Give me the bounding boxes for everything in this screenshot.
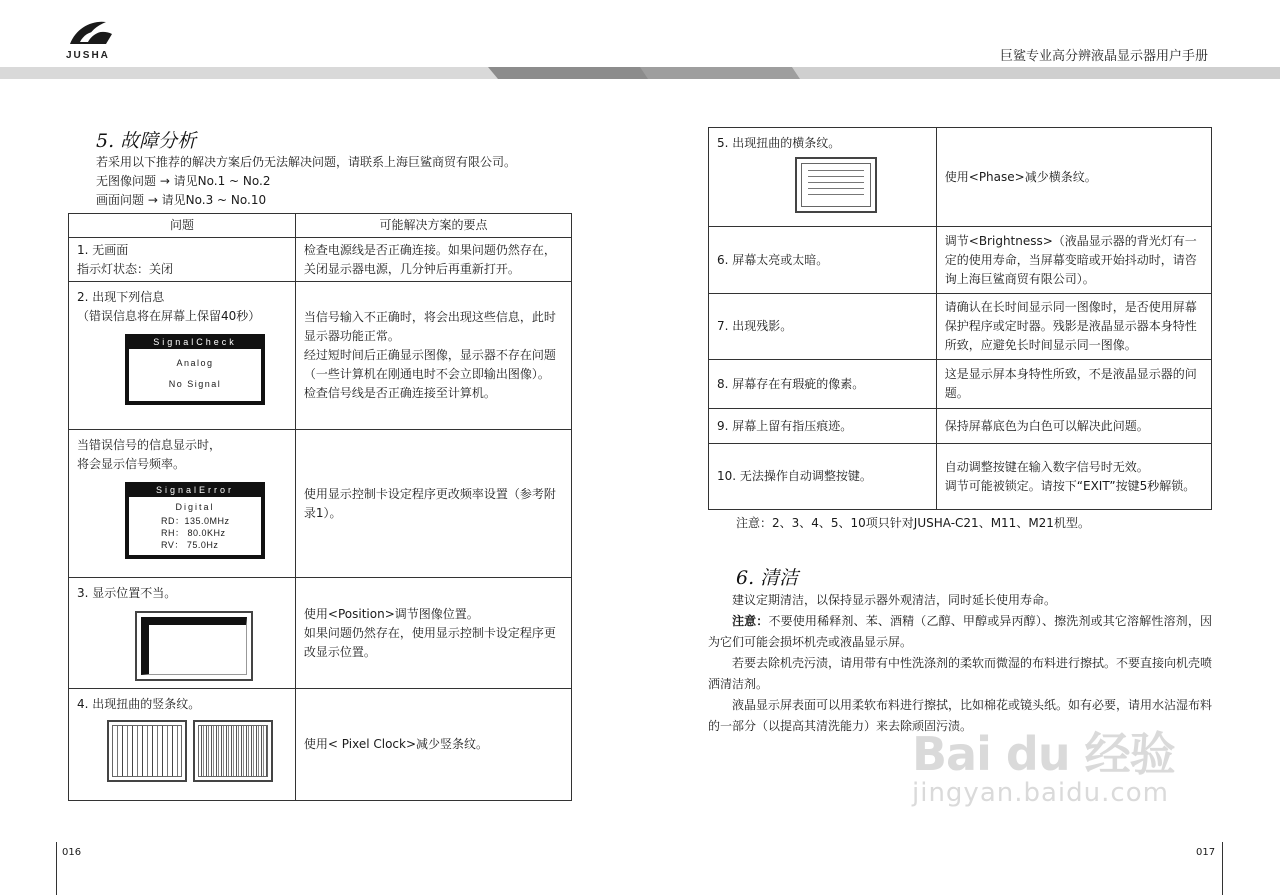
- page-number-right: 017: [1196, 847, 1216, 858]
- problem-text: 3. 显示位置不当。: [77, 586, 177, 600]
- logo-text: JUSHA: [66, 50, 110, 61]
- solution-cell: 检查电源线是否正确连接。如果问题仍然存在，关闭显示器电源，几分钟后再重新打开。: [295, 238, 571, 282]
- problem-cell: [69, 689, 296, 801]
- osd-line: Analog: [176, 358, 214, 368]
- cleaning-paragraph: 建议定期清洁，以保持显示器外观清洁，同时延长使用寿命。: [732, 593, 1057, 607]
- solution-cell: 当信号输入不正确时，将会出现这些信息，此时显示器功能正常。 经过短时间后正确显示图像，显示器不存在问题（一些计算机在刚通电时不会立即输出图像）。 检查信号线是否正确连接至计算机。: [295, 282, 571, 430]
- solution-cell: 调节<Brightness>（液晶显示器的背光灯有一定的使用寿命，当屏幕变暗或开始抖动时，请咨询上海巨鲨商贸有限公司）。: [936, 227, 1211, 294]
- osd-line: RV： 75.0Hz: [161, 540, 219, 550]
- problem-cell: 7. 出现残影。: [709, 294, 937, 360]
- model-note: 注意：2、3、4、5、10项只针对JUSHA-C21、M11、M21机型。: [736, 516, 1090, 530]
- osd-line: RD：135.0MHz: [161, 516, 230, 526]
- solution-cell: 使用<Position>调节图像位置。 如果问题仍然存在，使用显示控制卡设定程序更改显示位置。: [295, 578, 571, 689]
- vertical-stripes-monitor-icon: [107, 720, 187, 782]
- section6-title: 6. 清洁: [736, 567, 799, 589]
- problem-cell: [69, 282, 296, 430]
- header-problem: 问题: [69, 214, 296, 238]
- horizontal-stripes-monitor-icon: [795, 157, 877, 213]
- intro-line: 画面问题 → 请见No.3 ~ No.10: [96, 193, 267, 207]
- problem-cell: [69, 430, 296, 578]
- solution-cell: 这是显示屏本身特性所致，不是液晶显示器的问题。: [936, 360, 1211, 409]
- troubleshoot-table-left: [68, 213, 572, 801]
- problem-text: 当错误信号的信息显示时， 将会显示信号频率。: [77, 438, 222, 471]
- solution-cell: 自动调整按键在输入数字信号时无效。 调节可能被锁定。请按下“EXIT”按键5秒解锁。: [936, 444, 1211, 510]
- osd-title: SignalCheck: [129, 337, 261, 349]
- table-row: [709, 409, 1212, 444]
- problem-cell: 10. 无法操作自动调整按键。: [709, 444, 937, 510]
- section5-title: 5. 故障分析: [96, 130, 197, 152]
- solution-cell: 请确认在长时间显示同一图像时，是否使用屏幕保护程序或定时器。残影是液晶显示器本身特性所致，应避免长时间显示同一图像。: [936, 294, 1211, 360]
- table-row: [709, 444, 1212, 510]
- problem-cell: 6. 屏幕太亮或太暗。: [709, 227, 937, 294]
- caution-text: 不要使用稀释剂、苯、酒精（乙醇、甲醇或异丙醇）、擦洗剂或其它溶解性溶剂，因为它们可能会损坏机壳或液晶显示屏。: [708, 614, 1212, 649]
- problem-cell: [69, 578, 296, 689]
- footer-rule-left: [56, 842, 57, 895]
- table-row: [69, 578, 572, 689]
- jusha-logo: [66, 18, 136, 66]
- page-number-left: 016: [62, 847, 82, 858]
- table-row: [709, 128, 1212, 227]
- baidu-watermark: [912, 718, 1175, 808]
- intro-line: 无图像问题 → 请见No.1 ~ No.2: [96, 174, 271, 188]
- troubleshoot-table-right: [708, 127, 1212, 510]
- header-solution: 可能解决方案的要点: [295, 214, 571, 238]
- table-row: [709, 360, 1212, 409]
- header-band: [0, 67, 1280, 79]
- problem-cell: 9. 屏幕上留有指压痕迹。: [709, 409, 937, 444]
- distorted-stripes-monitor-icon: [193, 720, 273, 782]
- caution-label: 注意：: [732, 614, 769, 628]
- signal-check-osd: [125, 334, 265, 405]
- solution-cell: 使用<Phase>减少横条纹。: [936, 128, 1211, 227]
- table-header-row: [69, 214, 572, 238]
- problem-cell: 1. 无画面 指示灯状态：关闭: [69, 238, 296, 282]
- watermark-sub: jingyan.baidu.com: [912, 778, 1169, 808]
- table-row: [69, 238, 572, 282]
- watermark-main: Bai du 经验: [912, 727, 1175, 781]
- problem-text: 2. 出现下列信息 （错误信息将在屏幕上保留40秒）: [77, 290, 261, 323]
- signal-error-osd: [125, 482, 265, 559]
- solution-cell: 使用< Pixel Clock>减少竖条纹。: [295, 689, 571, 801]
- shifted-image-monitor-icon: [135, 611, 253, 681]
- footer-rule-right: [1222, 842, 1223, 895]
- problem-cell: 8. 屏幕存在有瑕疵的像素。: [709, 360, 937, 409]
- section5-intro: [96, 153, 516, 210]
- osd-line: RH： 80.0KHz: [161, 528, 226, 538]
- table-row: [69, 282, 572, 430]
- cleaning-paragraph: 液晶显示屏表面可以用柔软布料进行擦拭，比如棉花或镜头纸。如有必要，请用水沾湿布料的一部分（以提高其清洗能力）来去除顽固污渍。: [708, 698, 1213, 733]
- table-row: [709, 227, 1212, 294]
- shark-logo-icon: [66, 18, 136, 50]
- table-row: [69, 689, 572, 801]
- table-row: [69, 430, 572, 578]
- manual-title: 巨鲨专业高分辨液晶显示器用户手册: [999, 49, 1208, 64]
- table-row: [709, 294, 1212, 360]
- cleaning-caution: [708, 611, 1212, 653]
- intro-line: 若采用以下推荐的解决方案后仍无法解决问题，请联系上海巨鲨商贸有限公司。: [96, 155, 517, 169]
- solution-cell: 保持屏幕底色为白色可以解决此问题。: [936, 409, 1211, 444]
- osd-title: SignalError: [129, 485, 261, 497]
- problem-text: 4. 出现扭曲的竖条纹。: [77, 697, 201, 711]
- osd-line: Digital: [175, 502, 215, 512]
- problem-cell: [709, 128, 937, 227]
- problem-text: 5. 出现扭曲的横条纹。: [717, 136, 841, 150]
- cleaning-paragraph: 若要去除机壳污渍，请用带有中性洗涤剂的柔软而微湿的布料进行擦拭。不要直接向机壳喷洒清洁剂。: [708, 656, 1213, 691]
- solution-cell: 使用显示控制卡设定程序更改频率设置（参考附录1）。: [295, 430, 571, 578]
- osd-line: No Signal: [168, 379, 222, 389]
